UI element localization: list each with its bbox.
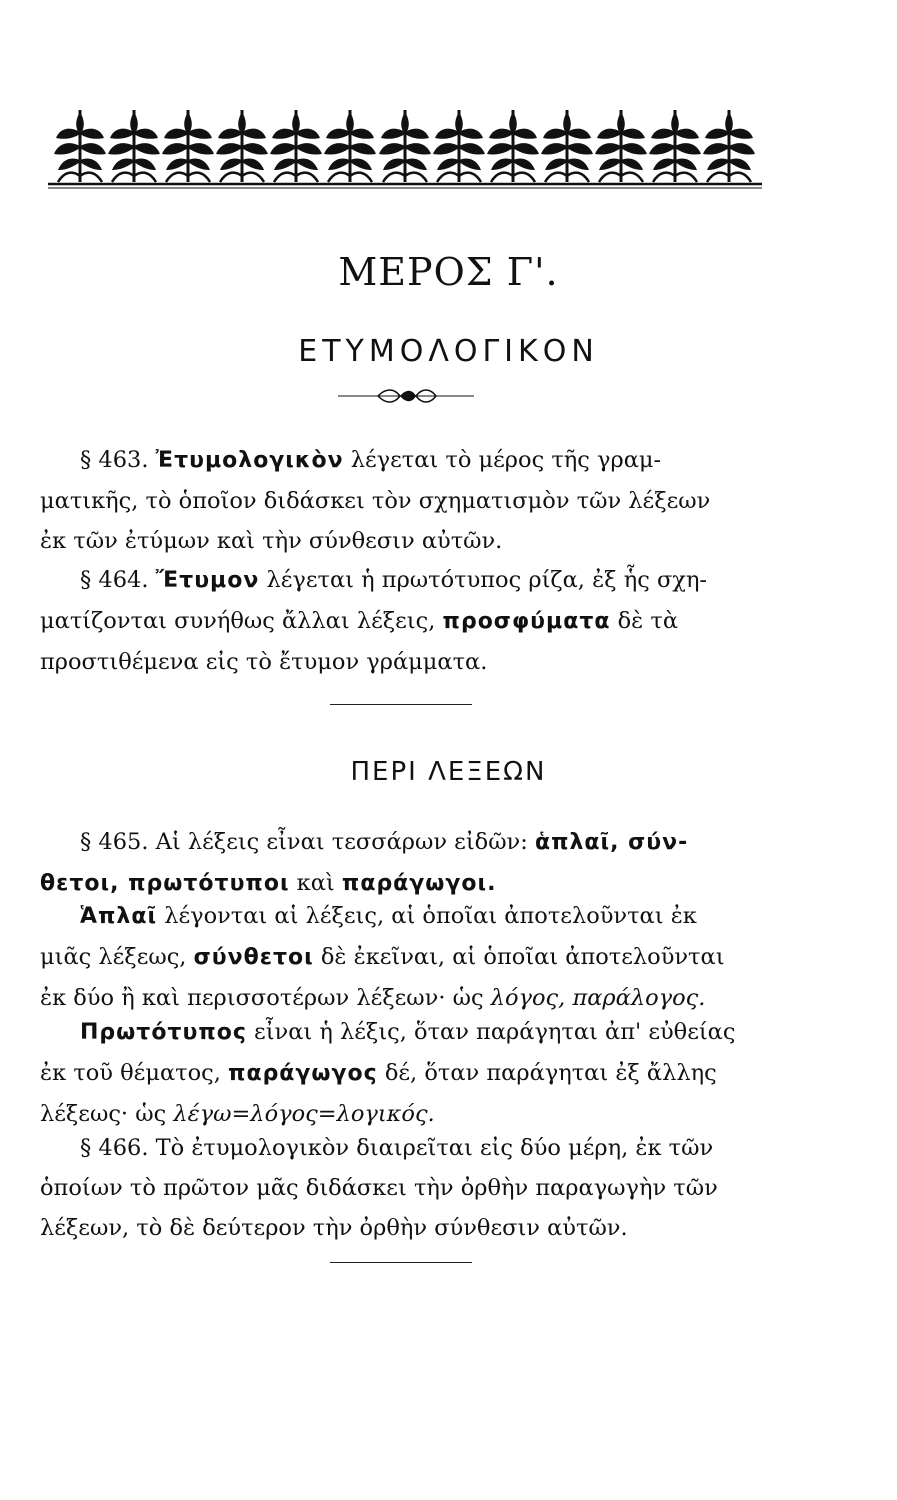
text-line: ματικῆς, τὸ ὁποῖον διδάσκει τὸν σχηματισμὸν τῶν λέξεων — [40, 488, 711, 514]
defined-term: θετοι, πρωτότυποι — [40, 871, 290, 896]
text-line — [40, 896, 768, 937]
text-line — [40, 1012, 768, 1053]
text-run: εἶναι ἡ λέξις, ὅταν παράγηται ἀπ' εὐθείας — [254, 1019, 736, 1045]
text-line — [40, 1128, 768, 1168]
section-number: § 466. — [80, 1135, 149, 1161]
paragraph-464 — [40, 560, 768, 682]
defined-term: προσφύματα — [442, 609, 611, 634]
section-number: § 464. — [80, 567, 149, 593]
example-words: λέγω=λόγος=λογικός. — [173, 1101, 435, 1127]
text-run: λέξεως· ὡς — [40, 1101, 167, 1127]
part-title: ΜΕΡΟΣ Γ'. — [338, 250, 559, 294]
text-line — [40, 560, 768, 601]
text-run: ἐκ δύο ἢ καὶ περισσοτέρων λέξεων· ὡς — [40, 985, 484, 1011]
defined-term: παράγωγος — [228, 1061, 378, 1086]
example-words: λόγος, παράλογος. — [490, 985, 706, 1011]
flourish-divider — [338, 386, 474, 406]
text-line — [40, 822, 768, 863]
text-line — [40, 937, 768, 978]
text-run: δέ, ὅταν παράγηται ἐξ ἄλλης — [384, 1060, 717, 1086]
section-divider — [330, 704, 472, 705]
paragraph-463 — [40, 440, 768, 561]
text-run: ματίζονται συνήθως ἄλλαι λέξεις, — [40, 608, 436, 634]
text-line — [40, 440, 768, 481]
text-line — [40, 601, 768, 642]
defined-term: Ἁπλαῖ — [80, 904, 158, 929]
text-run: δὲ τὰ — [617, 608, 679, 634]
defined-term: Ἐτυμολογικὸν — [155, 448, 344, 473]
defined-term: Ἔτυμον — [155, 568, 260, 593]
subheading: ΠΕΡΙ ΛΕΞΕΩΝ — [350, 757, 547, 787]
paragraph-protot — [40, 1012, 768, 1134]
section-number: § 465. — [80, 829, 149, 855]
text-line: λέξεων, τὸ δὲ δεύτερον τὴν ὀρθὴν σύνθεσιν αὐτῶν. — [40, 1215, 628, 1241]
text-run: λέγεται τὸ μέρος τῆς γραμ- — [350, 447, 662, 473]
defined-term: παράγωγοι. — [341, 871, 497, 896]
text-run: Τὸ ἐτυμολογικὸν διαιρεῖται εἰς δύο μέρη, ἐκ τῶν — [155, 1135, 714, 1161]
paragraph-haplai — [40, 896, 768, 1018]
text-run: ἐκ τοῦ θέματος, — [40, 1060, 221, 1086]
text-line — [40, 1053, 768, 1094]
paragraph-465 — [40, 822, 768, 904]
text-line: ὁποίων τὸ πρῶτον μᾶς διδάσκει τὴν ὀρθὴν παραγωγὴν τῶν — [40, 1175, 718, 1201]
defined-term: ἁπλαῖ, σύν- — [534, 830, 689, 855]
text-run: δὲ ἐκεῖναι, αἱ ὁποῖαι ἀποτελοῦνται — [320, 944, 725, 970]
text-line: ἐκ τῶν ἐτύμων καὶ τὴν σύνθεσιν αὐτῶν. — [40, 528, 503, 554]
section-title: ΕΤΥΜΟΛΟΓΙΚΟΝ — [298, 334, 599, 369]
section-number: § 463. — [80, 447, 149, 473]
text-run: Αἱ λέξεις εἶναι τεσσάρων εἰδῶν: — [155, 829, 528, 855]
defined-term: Πρωτότυπος — [80, 1020, 247, 1045]
text-run: καὶ — [296, 870, 335, 896]
text-line: προστιθέμενα εἰς τὸ ἔτυμον γράμματα. — [40, 649, 488, 675]
paragraph-466 — [40, 1128, 768, 1248]
defined-term: σύνθετοι — [193, 945, 314, 970]
text-run: μιᾶς λέξεως, — [40, 944, 187, 970]
end-divider — [330, 1262, 472, 1263]
text-run: λέγονται αἱ λέξεις, αἱ ὁποῖαι ἀποτελοῦνται ἐκ — [164, 903, 697, 929]
text-run: λέγεται ἡ πρωτότυπος ρίζα, ἐξ ἧς σχη- — [266, 567, 708, 593]
palmette-ornament — [48, 100, 762, 192]
